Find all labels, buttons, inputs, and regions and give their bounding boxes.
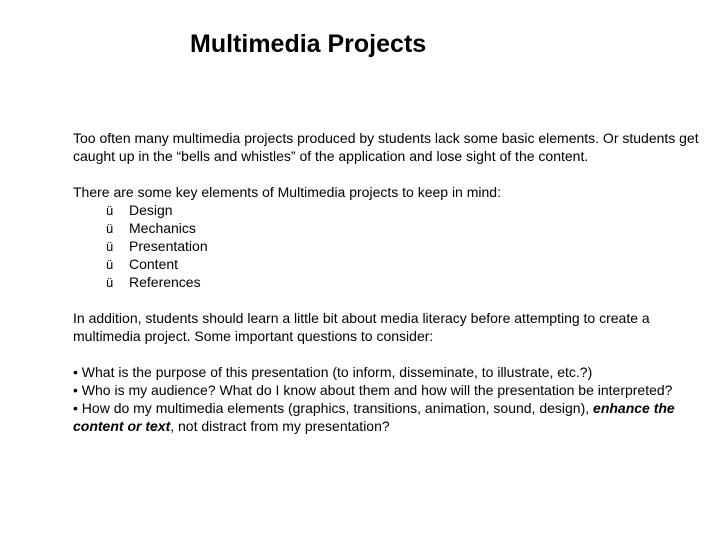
spacer — [73, 165, 703, 183]
intro-paragraph: Too often many multimedia projects produced by students lack some basic elements. Or students get caught up in the “bells and whistles” of the application and lose sight of the content. — [73, 130, 699, 164]
question-elements-end: , not distract from my presentation? — [170, 418, 390, 434]
page-title: Multimedia Projects — [190, 30, 427, 58]
spacer — [73, 345, 703, 363]
list-item-label: Presentation — [129, 238, 208, 254]
key-elements-lead: There are some key elements of Multimedia projects to keep in mind: — [73, 184, 501, 200]
list-item — [106, 219, 703, 237]
media-literacy-paragraph: In addition, students should learn a little bit about media literacy before attempting to create a multimedia project. Some important questions to consider: — [73, 310, 650, 344]
check-icon: ü — [106, 275, 114, 290]
key-elements-list — [73, 201, 703, 291]
list-item-label: Mechanics — [129, 220, 196, 236]
list-item — [106, 201, 703, 219]
question-elements-emphasis: enhance the content or text — [73, 400, 675, 434]
list-item-label: References — [129, 274, 201, 290]
list-item — [106, 273, 703, 291]
list-item-label: Design — [129, 202, 173, 218]
question-elements-start: • How do my multimedia elements (graphics, transitions, animation, sound, design), — [73, 400, 594, 416]
spacer — [73, 291, 703, 309]
check-icon: ü — [106, 221, 114, 236]
slide-body — [73, 129, 703, 435]
list-item — [106, 237, 703, 255]
check-icon: ü — [106, 203, 114, 218]
question-purpose: • What is the purpose of this presentation (to inform, disseminate, to illustrate, etc.?) — [73, 364, 593, 380]
question-elements — [73, 399, 703, 435]
check-icon: ü — [106, 257, 114, 272]
list-item-label: Content — [129, 256, 179, 272]
check-icon: ü — [106, 239, 114, 254]
list-item — [106, 255, 703, 273]
question-audience: • Who is my audience? What do I know about them and how will the presentation be interpreted? — [73, 382, 673, 398]
